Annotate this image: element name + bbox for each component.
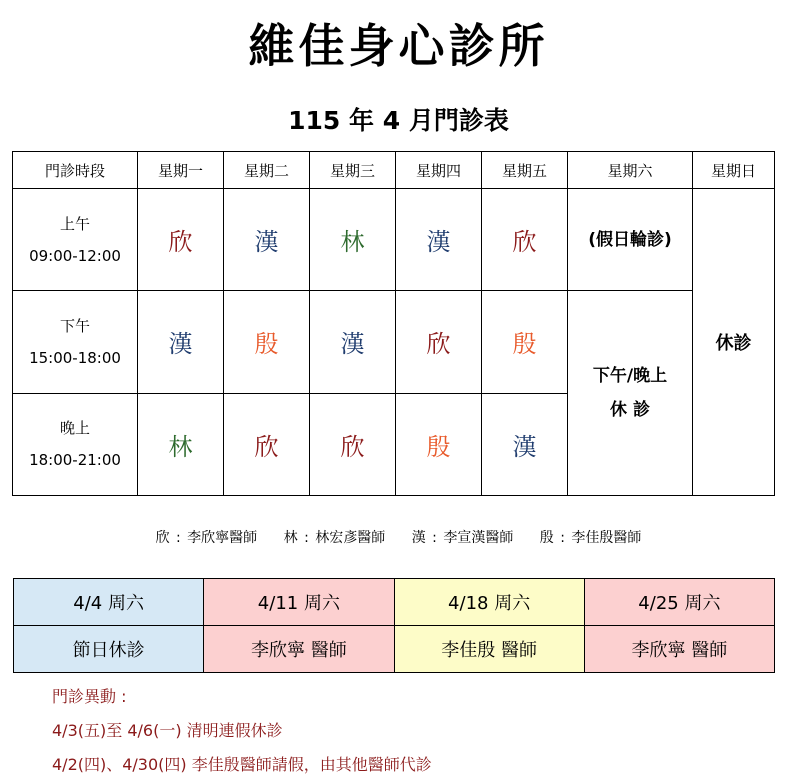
doctor-cell: 漢 [310,291,396,393]
doctor-cell: 林 [310,189,396,291]
saturday-doctor: 李欣寧 醫師 [204,626,394,673]
slot-label [13,189,138,291]
header-cell: 星期四 [396,152,482,189]
legend-item: 林 : 林宏彥醫師 [283,530,386,546]
saturday-date: 4/11 周六 [204,579,394,626]
legend-item: 漢 : 李宣漢醫師 [411,530,514,546]
saturday-doctor-row [14,626,775,673]
saturday-date-row [14,579,775,626]
saturday-table [13,578,775,673]
slot-time: 15:00-18:00 [29,348,121,367]
header-cell: 星期日 [693,152,775,189]
saturday-doctor: 節日休診 [14,626,204,673]
change-item: 4/3(五)至 4/6(一) 清明連假休診 [52,721,283,740]
saturday-date: 4/4 周六 [14,579,204,626]
slot-label [13,393,138,495]
doctor-cell: 欣 [482,189,568,291]
doctor-cell: 殷 [224,291,310,393]
doctor-cell: 欣 [396,291,482,393]
saturday-doctor: 李欣寧 醫師 [584,626,774,673]
saturday-note-line1: 下午/晚上 [592,366,668,387]
slot-time: 09:00-12:00 [29,246,121,265]
slot-row-morning [13,189,775,291]
doctor-cell: 漢 [482,393,568,495]
doctor-cell: 林 [138,393,224,495]
header-cell: 星期六 [568,152,693,189]
header-cell: 星期二 [224,152,310,189]
doctor-cell: 殷 [482,291,568,393]
saturday-afternoon-note [568,291,693,496]
saturday-note-line2: 休 診 [610,400,650,421]
slot-label [13,291,138,393]
change-item: 4/2(四)、4/30(四) 李佳殷醫師請假，由其他醫師代診 [52,755,432,774]
header-cell: 星期一 [138,152,224,189]
changes-heading: 門診異動 : [52,687,127,706]
schedule-title: 115 年 4 月門診表 [288,106,509,135]
doctor-legend [0,528,797,548]
doctor-cell: 欣 [224,393,310,495]
doctor-cell: 漢 [224,189,310,291]
header-cell: 門診時段 [13,152,138,189]
clinic-title: 維佳身心診所 [248,19,549,73]
doctor-cell: 欣 [138,189,224,291]
schedule-changes [52,680,432,782]
header-row [13,152,775,189]
sunday-closed-note: 休診 [693,189,775,496]
doctor-cell: 欣 [310,393,396,495]
slot-row-afternoon [13,291,775,393]
legend-item: 欣 : 李欣寧醫師 [155,530,258,546]
slot-name: 上午 [59,214,90,233]
slot-name: 晚上 [59,419,90,438]
doctor-cell: 殷 [396,393,482,495]
saturday-date: 4/18 周六 [394,579,584,626]
doctor-cell: 漢 [138,291,224,393]
saturday-date: 4/25 周六 [584,579,774,626]
doctor-cell: 漢 [396,189,482,291]
schedule-table [12,151,775,496]
legend-item: 殷 : 李佳殷醫師 [539,530,642,546]
saturday-morning-note: (假日輪診) [568,189,693,291]
slot-name: 下午 [59,316,90,335]
slot-time: 18:00-21:00 [29,451,121,470]
header-cell: 星期五 [482,152,568,189]
saturday-doctor: 李佳殷 醫師 [394,626,584,673]
header-cell: 星期三 [310,152,396,189]
